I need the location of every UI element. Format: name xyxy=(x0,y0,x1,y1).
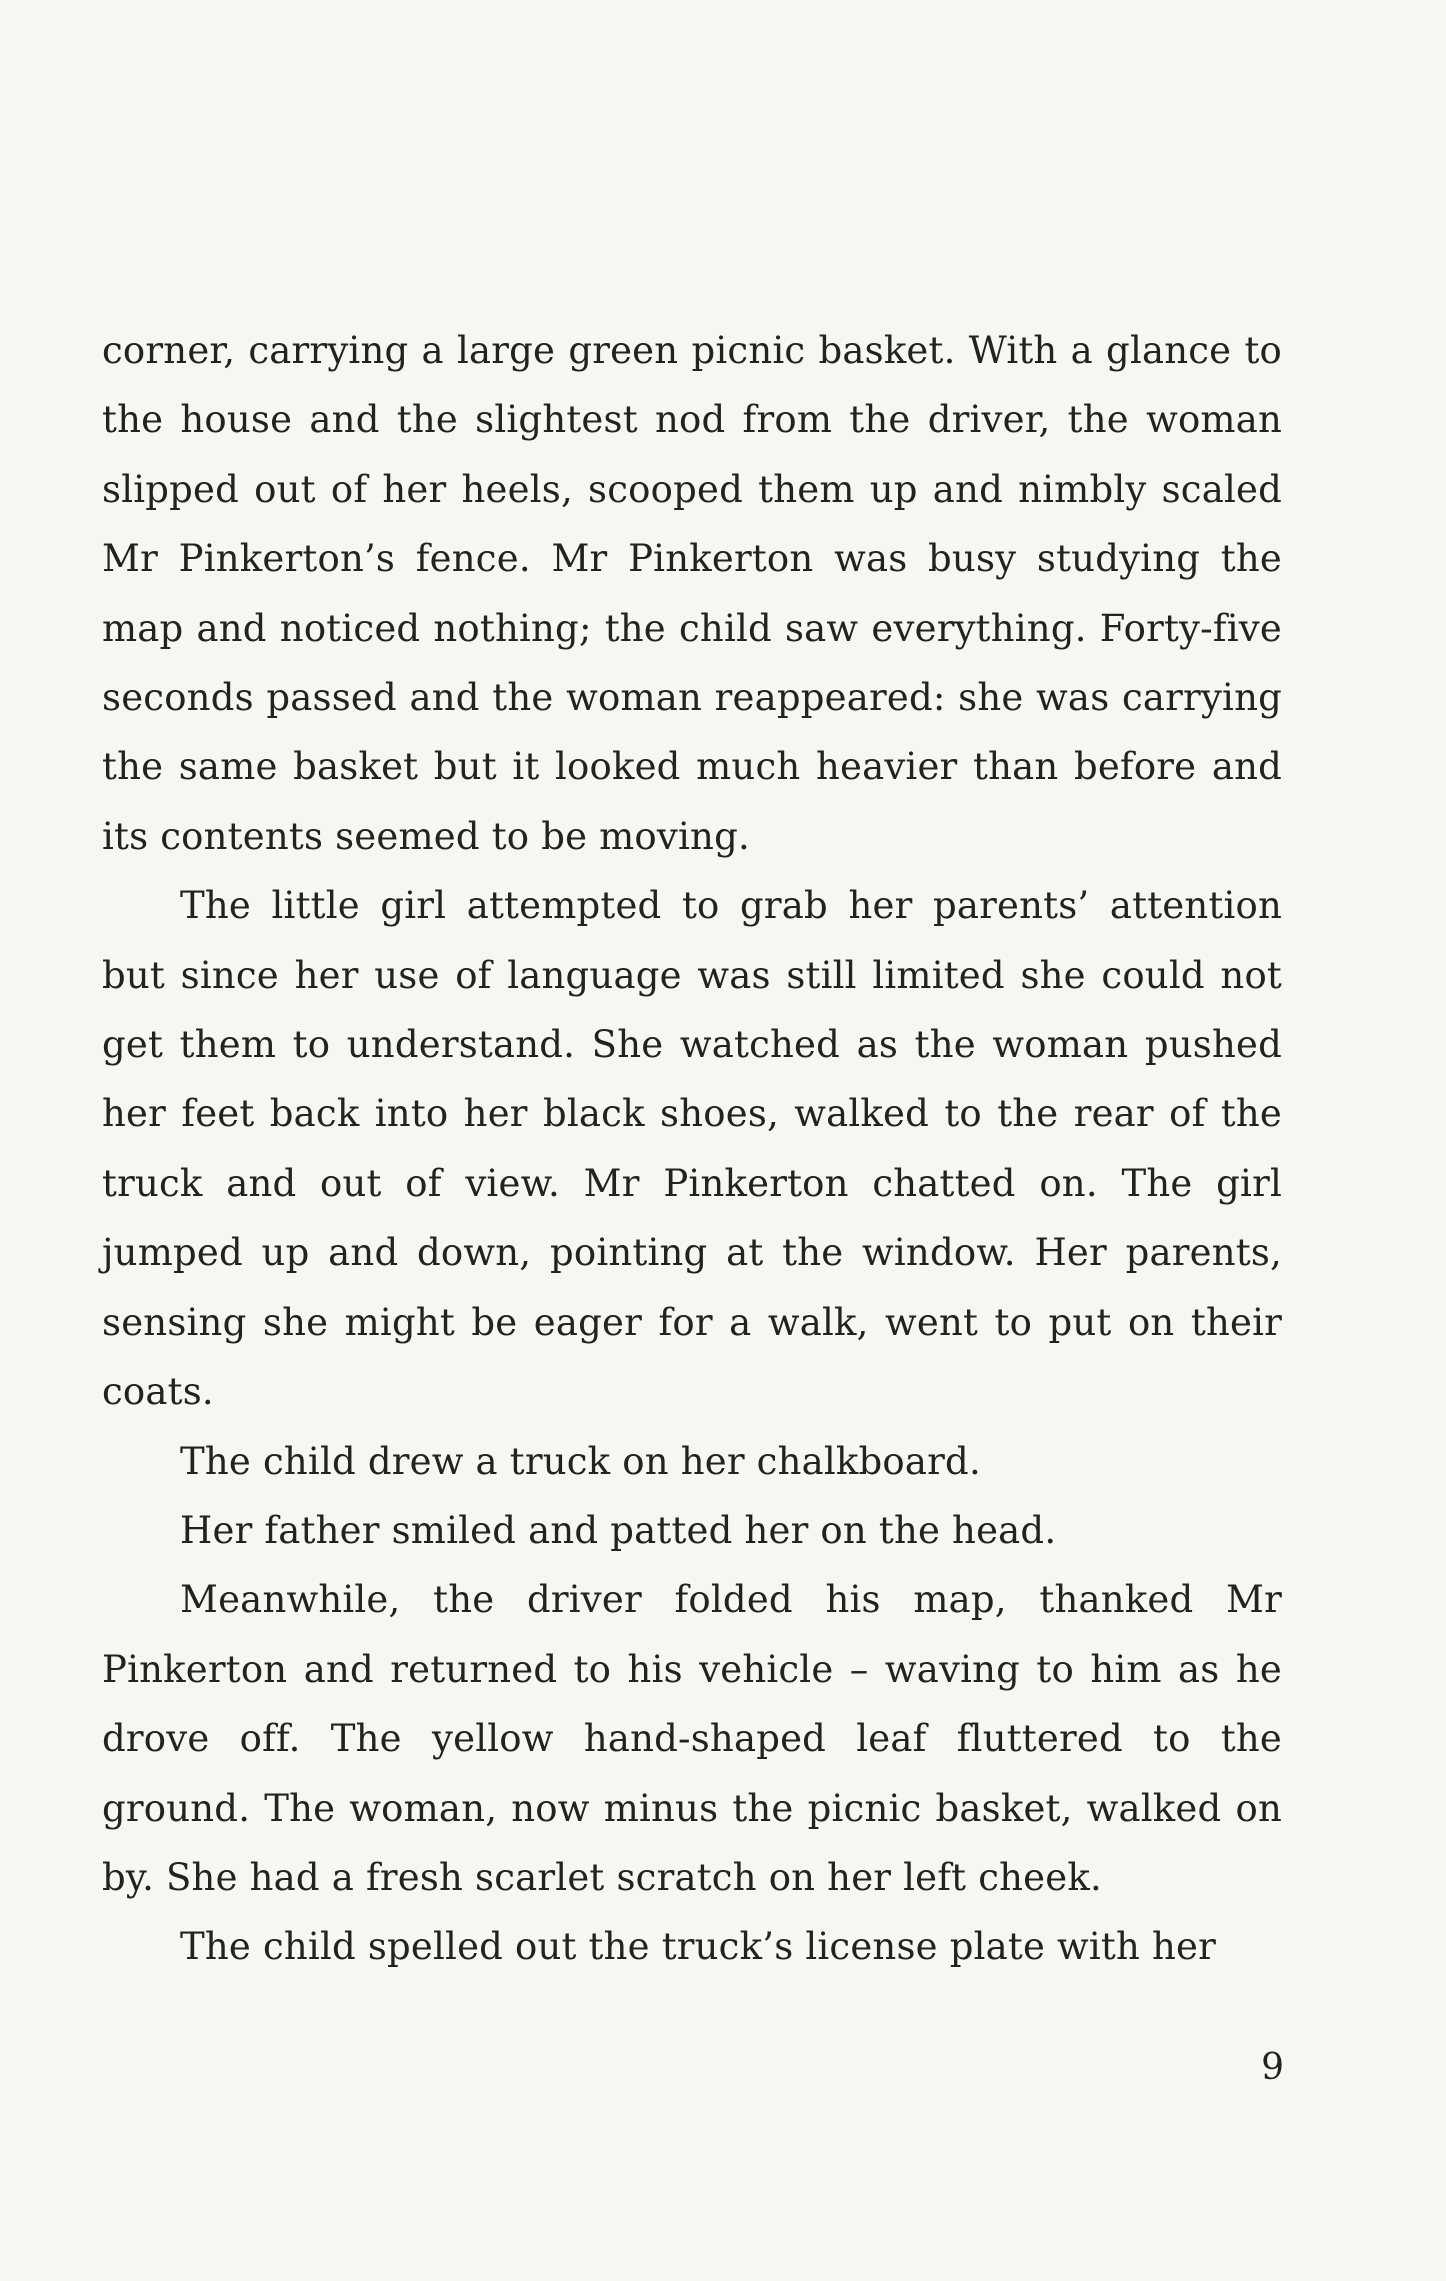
paragraph-4: Her father smiled and patted her on the head. xyxy=(180,1508,1057,1552)
paragraph-2: The little girl attempted to grab her parents’ attention but since her use of language was still limited she could not get them to understand. She watched as the woman pushed her feet back into her black shoes, walked to the rear of the truck and out of view. Mr Pinkerton chatted on. The girl jumped up and down, pointing at the window. Her parents, sensing she might be eager for a walk, went to put on their coats. xyxy=(102,884,1282,1414)
body-text xyxy=(102,316,1282,1982)
paragraph-1: corner, carrying a large green picnic basket. With a glance to the house and the slightest nod from the driver, the woman slipped out of her heels, scooped them up and nimbly scaled Mr Pinkerton’s fence. Mr Pinkerton was busy studying the map and noticed nothing; the child saw everything. Forty-five seconds passed and the woman reappeared: she was carrying the same basket but it looked much heavier than before and its contents seemed to be moving. xyxy=(102,329,1282,858)
paragraph-6: The child spelled out the truck’s license plate with her xyxy=(180,1925,1216,1969)
page-number: 9 xyxy=(1261,2047,1284,2088)
paragraph-5: Meanwhile, the driver folded his map, thanked Mr Pinkerton and returned to his vehicle – waving to him as he drove off. The yellow hand-shaped leaf fluttered to the ground. The woman, now minus the picnic basket, walked on by. She had a fresh scarlet scratch on her left cheek. xyxy=(102,1578,1282,1899)
paragraph-3: The child drew a truck on her chalkboard. xyxy=(180,1439,981,1483)
